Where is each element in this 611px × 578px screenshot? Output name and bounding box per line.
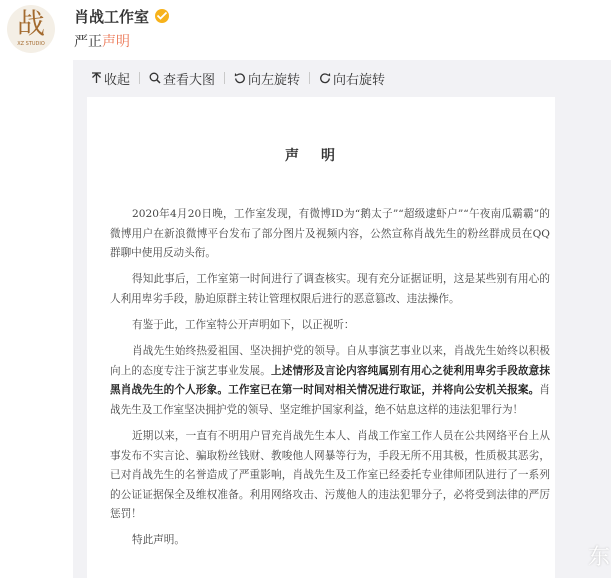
rotate-right-label: 向右旋转 (333, 72, 386, 88)
document-text: 有鉴于此，工作室特公开声明如下，以正视听： (132, 318, 355, 331)
avatar-logo-glyph: 战 (16, 7, 45, 40)
document-paragraph (110, 427, 550, 525)
toolbar-divider (139, 72, 140, 84)
post-text (74, 31, 130, 51)
document-paragraph (110, 270, 550, 309)
collapse-icon (91, 72, 102, 84)
document-paragraph (110, 531, 550, 551)
image-toolbar (91, 68, 385, 88)
collapse-button[interactable] (91, 69, 130, 88)
document-paragraph (110, 342, 550, 420)
collapse-label: 收起 (104, 72, 131, 88)
document-text: 得知此事后，工作室第一时间进行了调查核实。现有充分证据证明，这是某些别有用心的人利用卑劣手段，胁迫原群主转让管理权限后进行的恶意篡改、违法操作。 (110, 273, 550, 305)
avatar-logo-caption: XZ STUDIO (17, 41, 45, 47)
post-text-plain: 严正 (74, 34, 102, 50)
author-avatar[interactable] (7, 5, 55, 53)
magnifier-icon (149, 72, 161, 84)
document-bold-text: 上述情形及言论内容纯属别有用心之徒利用卑劣手段故意抹黑肖战先生的个人形象。工作室已在第一时间对相关情况进行取证，并将向公安机关报案。 (110, 364, 551, 397)
watermark-text: 东 (588, 545, 611, 570)
toolbar-divider (309, 72, 310, 84)
post-link[interactable]: 声明 (102, 34, 130, 50)
document-paragraph (110, 316, 550, 336)
document-text: 肖战先生始终热爱祖国、坚决拥护党的领导。自从事演艺事业以来，肖战先生始终以积极向上的态度专注于演艺事业发展。 (110, 345, 550, 377)
toolbar-divider (224, 72, 225, 84)
rotate-left-button[interactable] (234, 69, 300, 88)
rotate-left-label: 向左旋转 (248, 72, 301, 88)
document-text: 近期以来，一直有不明用户冒充肖战先生本人、肖战工作室工作人员在公共网络平台上从事发布不实言论、骗取粉丝钱财、教唆他人网暴等行为，手段无所不用其极，性质极其恶劣，已对肖战先生的名誉造成了严重影响，肖战先生及工作室已经委托专业律师团队进行了一系列的公证证据保全及维权准备。利用网络攻击、污蔑他人的违法犯罪分子，必将受到法律的严厉惩罚！ (110, 429, 550, 521)
author-name[interactable]: 肖战工作室 (74, 7, 150, 26)
document-text: 肖战先生及工作室坚决拥护党的领导、坚定维护国家利益，绝不姑息这样的违法犯罪行为！ (110, 384, 550, 416)
view-large-button[interactable] (149, 69, 215, 88)
document-text: 特此声明。 (132, 534, 185, 547)
document-body (110, 205, 550, 558)
rotate-left-icon (234, 72, 246, 84)
verified-badge-icon (155, 9, 169, 23)
statement-document-image[interactable] (87, 97, 555, 578)
rotate-right-icon (319, 72, 331, 84)
author-header (74, 6, 169, 26)
view-large-label: 查看大图 (163, 72, 216, 88)
document-paragraph (110, 205, 550, 264)
document-title: 声明 (285, 148, 357, 164)
document-text: 2020年4月20日晚，工作室发现，有微博ID为“鹅太子”“超级逮虾户”“午夜南瓜霸霸”的微博用户在新浪微博平台发布了部分图片及视频内容，公然宣称肖战先生的粉丝群成员在QQ群聊中使用反动头衔。 (110, 208, 550, 260)
rotate-right-button[interactable] (319, 69, 385, 88)
